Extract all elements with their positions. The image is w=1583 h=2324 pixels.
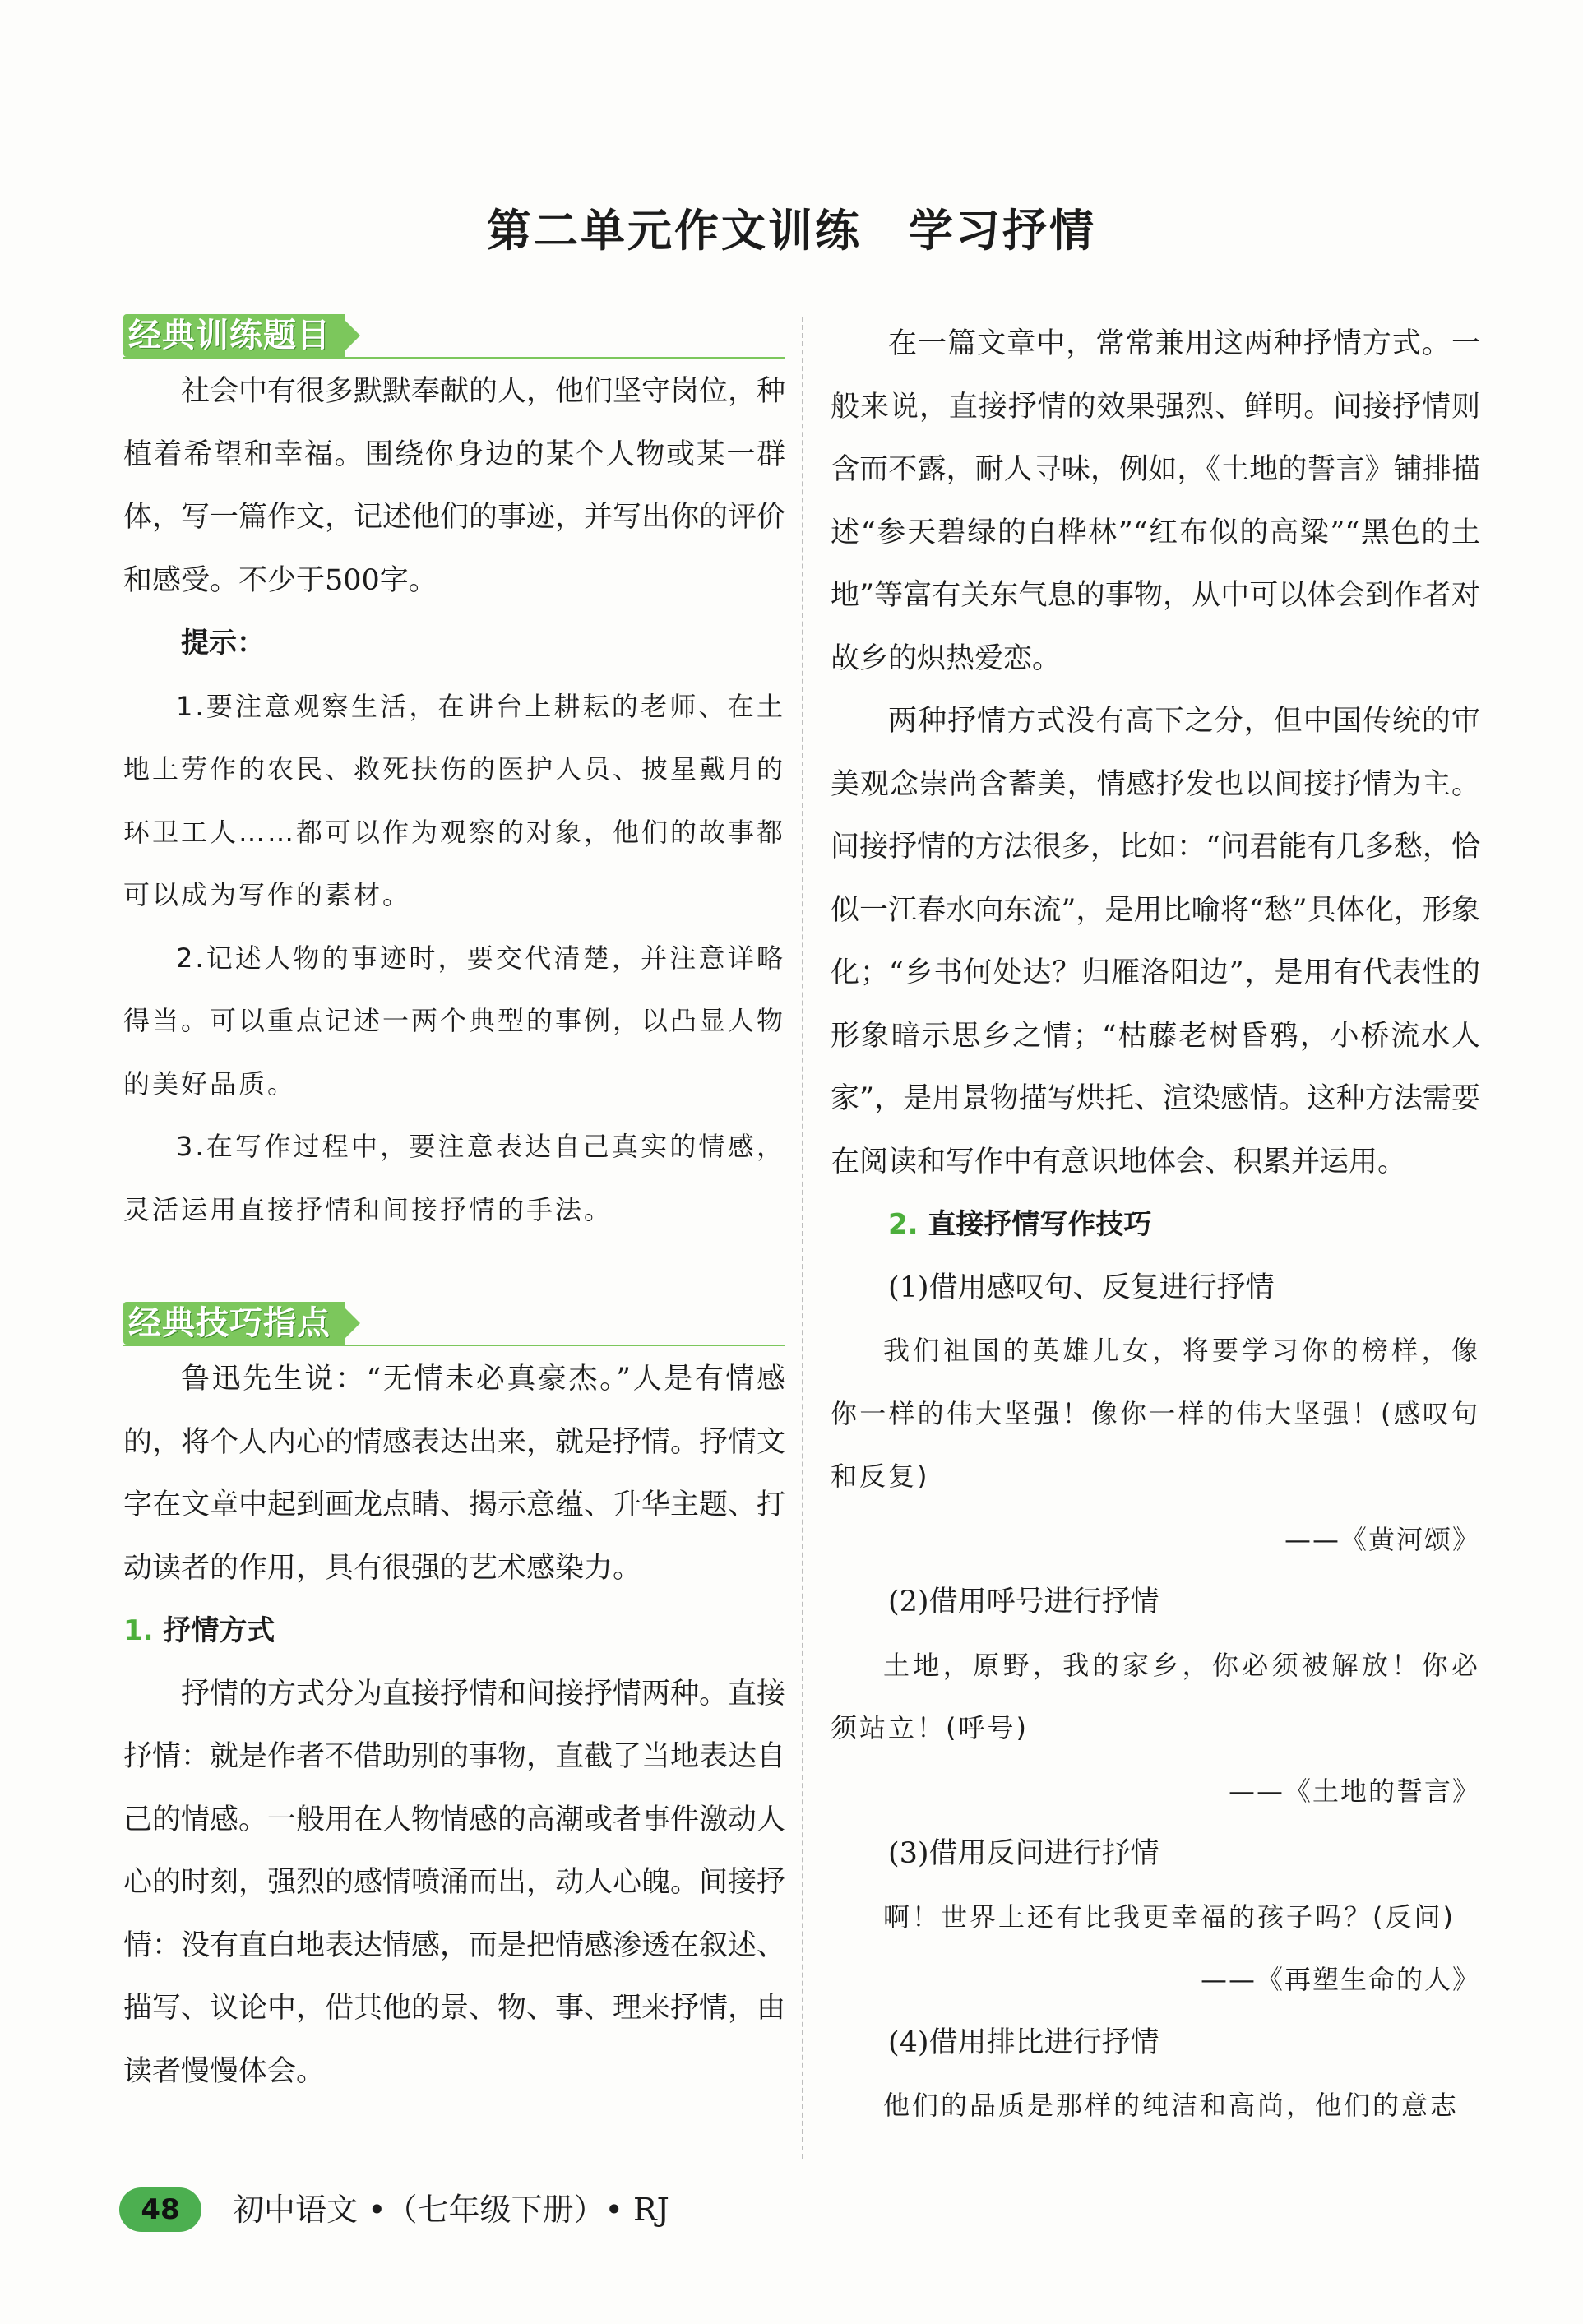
hint-item-1: 1.要注意观察生活，在讲台上耕耘的老师、在土地上劳作的农民、救死扶伤的医护人员、披星戴月的环卫工人……都可以作为观察的对象，他们的故事都可以成为写作的素材。 — [123, 690, 786, 910]
section-rule — [123, 357, 785, 359]
hint-item-2: 2.记述人物的事迹时，要交代清楚，并注意详略得当。可以重点记述一两个典型的事例，以凸显人物的美好品质。 — [123, 942, 786, 1100]
section-label-training: 经典训练题目 — [123, 314, 345, 357]
source-2: ——《土地的誓言》 — [1228, 1775, 1480, 1807]
technique-title-1: (1)借用感叹句、反复进行抒情 — [888, 1271, 1275, 1304]
technique-title-4: (4)借用排比进行抒情 — [888, 2025, 1159, 2059]
left-column — [123, 312, 785, 2103]
technique-title-2: (2)借用呼号进行抒情 — [888, 1586, 1159, 1618]
subheading-direct-techniques — [831, 1193, 1480, 1257]
section-label-arrow — [339, 1302, 360, 1345]
subheading-number: 1. — [123, 1614, 154, 1647]
intro-paragraph: 鲁迅先生说：“无情未必真豪杰。”人是有情感的，将个人内心的情感表达出来，就是抒情。抒情文字在文章中起到画龙点睛、揭示意蕴、升华主题、打动读者的作用，具有很强的艺术感染力。 — [123, 1363, 786, 1585]
example-2: 土地，原野，我的家乡，你必须被解放！你必须站立！(呼号) — [831, 1649, 1480, 1743]
subheading-title: 抒情方式 — [163, 1614, 275, 1647]
source-3: ——《再塑生命的人》 — [1200, 1964, 1480, 1995]
technique-title-3: (3)借用反问进行抒情 — [888, 1837, 1159, 1870]
hint-label: 提示： — [181, 627, 265, 660]
methods-paragraph: 抒情的方式分为直接抒情和间接抒情两种。直接抒情：就是作者不借助别的事物，直截了当地表达自己的情感。一般用在人物情感的高潮或者事件激动人心的时刻，强烈的感情喷涌而出，动人心魄。间接抒情：没有直白地表达情感，而是把情感渗透在叙述、描写、议论中，借其他的景、物、事、理来抒情，由读者慢慢体会。 — [123, 1677, 786, 2088]
book-title: 初中语文 •（七年级下册）• RJ — [233, 2192, 669, 2228]
right-column — [831, 312, 1480, 2137]
hint-item-3: 3.在写作过程中，要注意表达自己真实的情感，灵活运用直接抒情和间接抒情的手法。 — [123, 1131, 785, 1225]
subheading-title: 直接抒情写作技巧 — [928, 1208, 1152, 1241]
section-rule — [123, 1345, 785, 1346]
section-header-tips — [123, 1300, 785, 1348]
source-1: ——《黄河颂》 — [1284, 1523, 1480, 1555]
example-3: 啊！世界上还有比我更幸福的孩子吗？(反问) — [883, 1900, 1456, 1933]
example-1: 我们祖国的英雄儿女，将要学习你的榜样，像你一样的伟大坚强！像你一样的伟大坚强！(感叹句和反复) — [831, 1335, 1480, 1492]
section-label-tips: 经典技巧指点 — [123, 1302, 345, 1345]
example-4: 他们的品质是那样的纯洁和高尚，他们的意志 — [883, 2090, 1460, 2121]
writing-prompt: 社会中有很多默默奉献的人，他们坚守岗位，种植着希望和幸福。围绕你身边的某个人物或某一群体，写一篇作文，记述他们的事迹，并写出你的评价和感受。不少于500字。 — [123, 375, 786, 597]
paragraph-indirect-methods: 两种抒情方式没有高下之分，但中国传统的审美观念崇尚含蓄美，情感抒发也以间接抒情为主。间接抒情的方法很多，比如：“问君能有几多愁，恰似一江春水向东流”，是用比喻将“愁”具体化，形象化；“乡书何处达？归雁洛阳边”，是用有代表性的形象暗示思乡之情；“枯藤老树昏鸦，小桥流水人家”，是用景物描写烘托、渲染感情。这种方法需要在阅读和写作中有意识地体会、积累并运用。 — [831, 705, 1480, 1178]
paragraph-combined-methods: 在一篇文章中，常常兼用这两种抒情方式。一般来说，直接抒情的效果强烈、鲜明。间接抒情则含而不露，耐人寻味，例如，《土地的誓言》铺排描述“参天碧绿的白桦林”“红布似的高粱”“黑色的土地”等富有关东气息的事物，从中可以体会到作者对故乡的炽热爱恋。 — [831, 327, 1480, 675]
subheading-number: 2. — [888, 1208, 919, 1241]
section-label-arrow — [339, 314, 360, 357]
subheading-methods — [123, 1599, 785, 1663]
page-number: 48 — [119, 2187, 201, 2232]
column-divider — [802, 317, 803, 2159]
page-title: 第二单元作文训练 学习抒情 — [487, 204, 1096, 257]
section-header-training — [123, 312, 785, 360]
